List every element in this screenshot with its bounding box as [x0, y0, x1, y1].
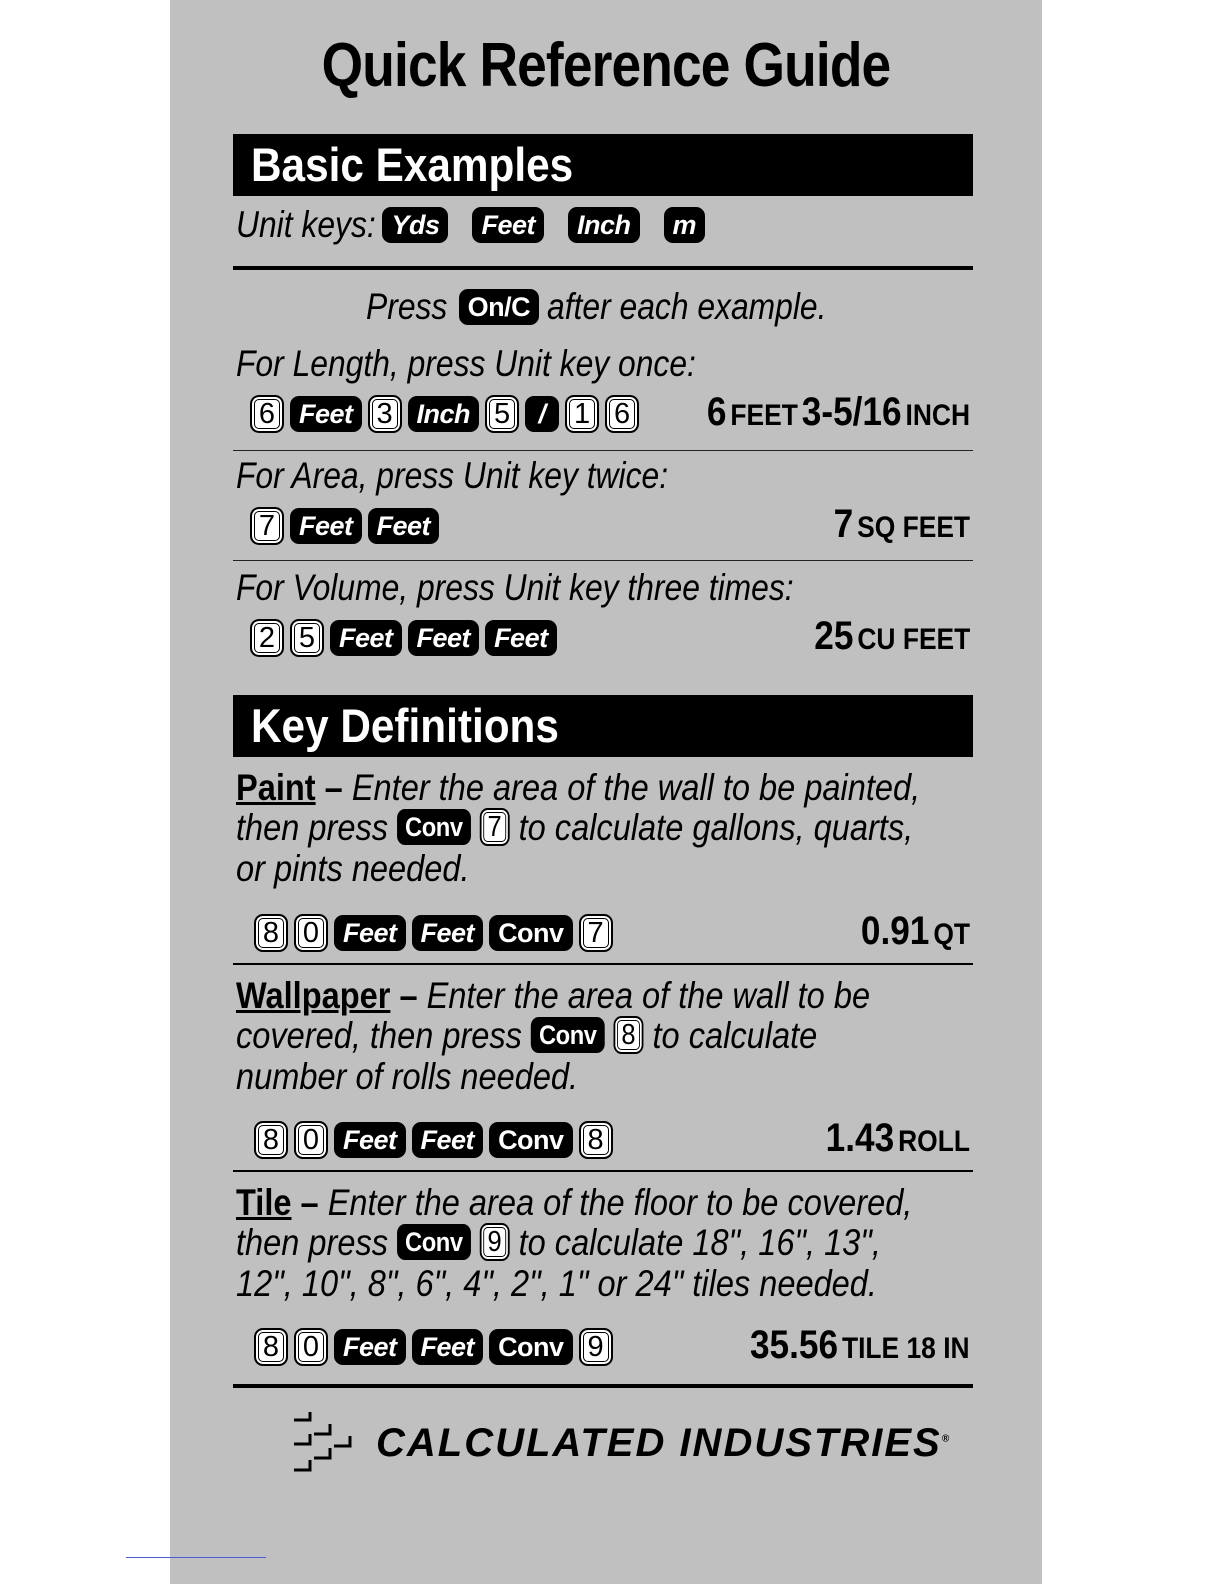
- tile-term: Tile: [236, 1182, 292, 1223]
- key-feet: Feet: [412, 1329, 484, 1365]
- key-feet: Feet: [290, 396, 362, 432]
- area-keys: [250, 507, 439, 545]
- key-feet: Feet: [472, 207, 544, 243]
- key-feet: Feet: [412, 1122, 484, 1158]
- volume-label: For Volume, press Unit key three times:: [236, 567, 794, 608]
- key-feet: Feet: [485, 620, 557, 656]
- paint-line2-pre: then press: [236, 807, 389, 848]
- result-value: 1.43: [825, 1116, 895, 1160]
- length-result: [671, 390, 970, 435]
- wallpaper-definition: [236, 976, 905, 1097]
- result-unit: FEET: [730, 399, 798, 432]
- divider: [233, 963, 973, 965]
- brand-text: CALCULATED INDUSTRIES: [376, 1420, 942, 1465]
- wallpaper-line3: number of rolls needed.: [236, 1056, 579, 1098]
- key-digit: 9: [480, 1223, 510, 1261]
- length-label: For Length, press Unit key once:: [236, 343, 696, 384]
- tile-keys: [254, 1328, 613, 1366]
- tile-line1: Enter the area of the floor to be covered,: [327, 1182, 913, 1223]
- key-feet: Feet: [334, 915, 406, 951]
- key-digit: 8: [614, 1016, 644, 1054]
- key-feet: Feet: [330, 620, 402, 656]
- reference-card: [170, 0, 1042, 1584]
- key-digit: 1: [565, 395, 599, 433]
- unit-keys-row: [236, 204, 705, 246]
- key-digit: 7: [250, 507, 284, 545]
- wallpaper-keys: [254, 1121, 613, 1159]
- result-value: 35.56: [750, 1323, 839, 1367]
- dash: –: [390, 975, 427, 1016]
- tile-line2-pre: then press: [236, 1222, 389, 1263]
- key-digit: 6: [250, 395, 284, 433]
- key-definitions-header: [233, 695, 973, 757]
- brand-mark-icon: [290, 1410, 362, 1476]
- press-post: after each example.: [547, 286, 827, 327]
- divider: [233, 560, 973, 561]
- key-feet: Feet: [290, 508, 362, 544]
- result-value: 25: [813, 614, 854, 658]
- key-inch: Inch: [408, 396, 480, 432]
- key-digit: 0: [294, 914, 328, 952]
- volume-result: [793, 614, 970, 659]
- result-unit: CU FEET: [857, 623, 970, 656]
- page-title: Quick Reference Guide: [321, 31, 891, 100]
- key-conv: Conv: [397, 1224, 470, 1260]
- key-definitions-header-text: Key Definitions: [251, 699, 559, 752]
- key-fraction: /: [525, 396, 559, 432]
- key-digit: 0: [294, 1328, 328, 1366]
- result-unit: ROLL: [898, 1125, 970, 1158]
- paint-line1: Enter the area of the wall to be painted,: [351, 767, 921, 808]
- paint-line3: or pints needed.: [236, 848, 470, 890]
- key-digit: 9: [579, 1328, 613, 1366]
- dash: –: [291, 1182, 328, 1223]
- divider: [233, 450, 973, 451]
- tile-result: [720, 1323, 970, 1368]
- wallpaper-term: Wallpaper: [236, 975, 391, 1016]
- area-label: For Area, press Unit key twice:: [236, 455, 669, 496]
- result-unit: QT: [933, 918, 970, 951]
- key-digit: 6: [605, 395, 639, 433]
- paint-line2-post: to calculate gallons, quarts,: [518, 807, 914, 848]
- key-feet: Feet: [334, 1329, 406, 1365]
- divider: [233, 1170, 973, 1172]
- key-conv: Conv: [489, 1329, 573, 1365]
- brand-name: [376, 1421, 951, 1466]
- key-digit: 3: [368, 395, 402, 433]
- press-pre: Press: [366, 286, 448, 327]
- key-feet: Feet: [408, 620, 480, 656]
- result-unit-2: INCH: [905, 399, 970, 432]
- press-onc-line: [366, 286, 872, 328]
- key-inch: Inch: [568, 207, 640, 243]
- basic-examples-header: [233, 134, 973, 196]
- result-value: 0.91: [860, 909, 930, 953]
- tile-definition: [236, 1182, 913, 1305]
- unit-keys-label: Unit keys:: [236, 204, 376, 245]
- link-underline[interactable]: [126, 1557, 266, 1558]
- key-digit: 8: [254, 914, 288, 952]
- registered-mark: ®: [941, 1433, 952, 1445]
- key-m: m: [664, 207, 706, 243]
- key-digit: 5: [290, 619, 324, 657]
- wallpaper-line1: Enter the area of the wall to be: [426, 975, 871, 1016]
- dash: –: [315, 767, 352, 808]
- key-yds: Yds: [382, 207, 448, 243]
- key-feet: Feet: [412, 915, 484, 951]
- paint-result: [846, 909, 970, 954]
- key-feet: Feet: [368, 508, 440, 544]
- key-digit: 8: [254, 1121, 288, 1159]
- paint-term: Paint: [236, 767, 316, 808]
- key-digit: 8: [254, 1328, 288, 1366]
- paint-keys: [254, 914, 613, 952]
- key-digit: 2: [250, 619, 284, 657]
- basic-examples-header-text: Basic Examples: [251, 138, 574, 191]
- result-unit: TILE 18 IN: [842, 1332, 970, 1365]
- result-value: 7: [833, 502, 854, 546]
- key-conv: Conv: [489, 1122, 573, 1158]
- key-digit: 7: [480, 808, 510, 846]
- divider: [233, 1384, 973, 1388]
- key-feet: Feet: [334, 1122, 406, 1158]
- key-conv: Conv: [531, 1017, 604, 1053]
- key-digit: 0: [294, 1121, 328, 1159]
- key-conv: Conv: [397, 809, 470, 845]
- result-value: 6: [706, 390, 727, 434]
- wallpaper-result: [806, 1116, 970, 1161]
- brand-logo: [290, 1410, 951, 1476]
- result-unit: SQ FEET: [857, 511, 970, 544]
- key-digit: 7: [579, 914, 613, 952]
- divider: [233, 266, 973, 270]
- area-result: [815, 502, 970, 547]
- result-value-2: 3-5/16: [801, 390, 902, 434]
- tile-line3: 12", 10", 8", 6", 4", 2", 1" or 24" tiles needed.: [236, 1263, 877, 1305]
- key-onc: On/C: [459, 289, 540, 325]
- paint-definition: [236, 767, 921, 890]
- key-digit: 8: [579, 1121, 613, 1159]
- length-keys: [250, 395, 639, 433]
- wallpaper-line2-post: to calculate: [652, 1015, 818, 1056]
- wallpaper-line2-pre: covered, then press: [236, 1015, 522, 1056]
- volume-keys: [250, 619, 557, 657]
- key-digit: 5: [485, 395, 519, 433]
- tile-line2-post: to calculate 18", 16", 13",: [518, 1222, 881, 1263]
- key-conv: Conv: [489, 915, 573, 951]
